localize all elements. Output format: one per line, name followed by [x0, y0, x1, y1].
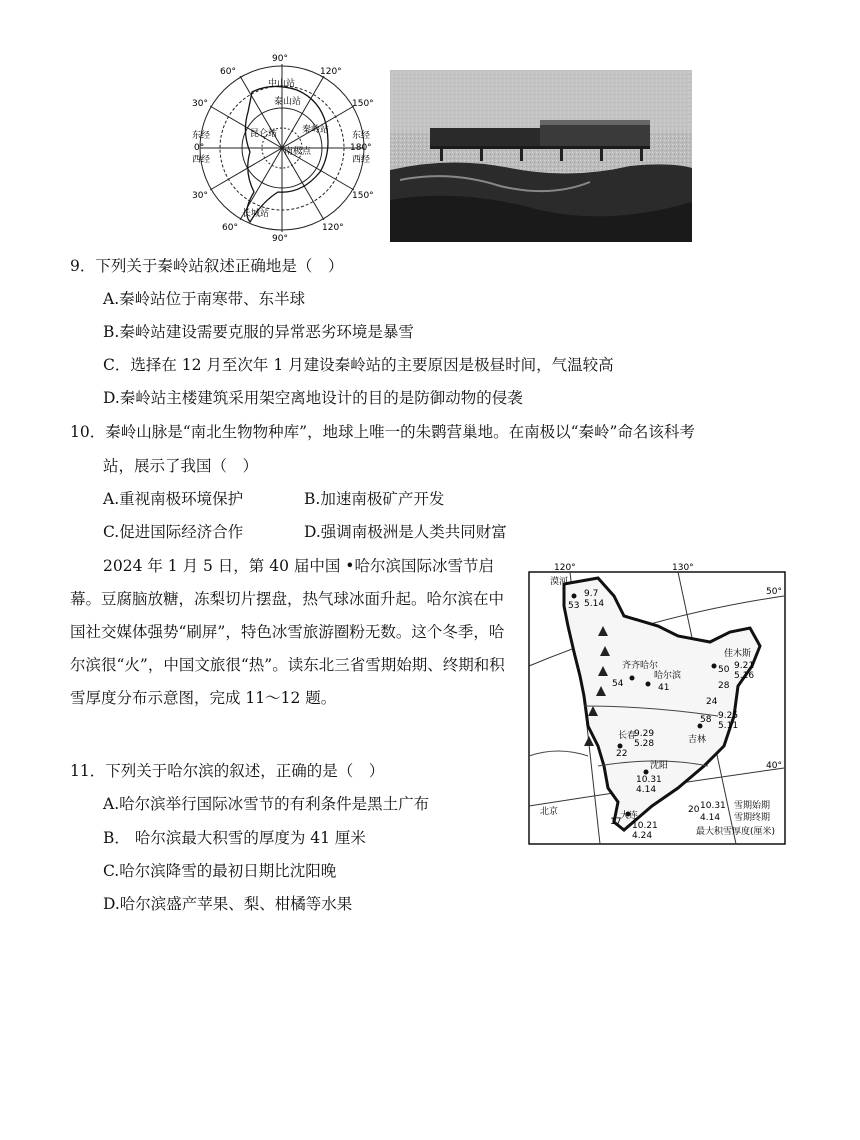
label-180: 180°: [350, 143, 372, 153]
label-60-top: 60°: [220, 67, 236, 77]
date-9-29: 9.29: [634, 729, 655, 739]
legend-end-date: 4.14: [700, 813, 721, 823]
legend-end-label: 雪期终期: [734, 813, 771, 823]
legend-start-date: 10.31: [700, 801, 726, 811]
date-9-25: 9.25: [718, 711, 739, 721]
lon-130: 130°: [672, 563, 694, 573]
label-west-long: 西经: [192, 155, 211, 165]
lat-50: 50°: [766, 587, 782, 597]
date-5-11: 5.11: [718, 721, 739, 731]
legend-depth-label: 最大积雪厚度(厘米): [696, 827, 776, 837]
label-120-bottom: 120°: [322, 223, 344, 233]
value-54: 54: [612, 679, 624, 689]
city-qiqihar: 齐齐哈尔: [622, 661, 659, 671]
value-17: 17: [610, 817, 622, 827]
south-pole-label: 南极点: [284, 147, 312, 157]
city-beijing: 北京: [540, 807, 559, 817]
q9-option-c: C．选择在 12 月至次年 1 月建设秦岭站的主要原因是极昼时间，气温较高: [103, 356, 614, 374]
q11-stem: 11．下列关于哈尔滨的叙述，正确的是（ ）: [70, 762, 385, 780]
legend-start-label: 雪期始期: [734, 801, 771, 811]
lat-40: 40°: [766, 761, 782, 771]
city-jiamusi: 佳木斯: [724, 649, 752, 659]
value-24: 24: [706, 697, 718, 707]
date-10-21: 10.21: [632, 821, 658, 831]
label-30-bottom: 30°: [192, 191, 208, 201]
city-changchun: 长春: [618, 731, 637, 741]
passage-text: 2024 年 1 月 5 日，第 40 届中国 •哈尔滨国际冰雪节启幕。豆腐脑放糖，冻梨切片摆盘，热气球冰面升起。哈尔滨在中国社交媒体强势“刷屏”，特色冰雪旅游圈粉无数。这个冬季，哈尔滨很“火”，中国文旅很“热”。读东北三省雪期始期、终期和积雪厚度分布示意图，完成 11～12 题。: [70, 557, 505, 707]
q10-option-a: A.重视南极环境保护: [103, 490, 244, 508]
q10-stem-line1: 10．秦岭山脉是“南北生物物种库”，地球上唯一的朱鹮营巢地。在南极以“秦岭”命名该科考: [70, 423, 695, 441]
q11-option-a: A.哈尔滨举行国际冰雪节的有利条件是黑土广布: [103, 795, 430, 813]
northeast-snow-map: [528, 556, 786, 846]
date-9-21: 9.21: [734, 661, 755, 671]
label-east-long-right: 东经: [352, 131, 371, 141]
q9-option-b: B.秦岭站建设需要克服的异常恶劣环境是暴雪: [103, 323, 414, 341]
label-90-top: 90°: [272, 54, 288, 64]
label-150-bottom: 150°: [352, 191, 374, 201]
value-41: 41: [658, 683, 670, 693]
label-30-top: 30°: [192, 99, 208, 109]
q10-option-c: C.促进国际经济合作: [103, 523, 244, 541]
date-5-28: 5.28: [634, 739, 655, 749]
label-90-bottom: 90°: [272, 234, 288, 242]
q11-option-b: B． 哈尔滨最大积雪的厚度为 41 厘米: [103, 829, 366, 847]
station-great-wall: 长城站: [242, 209, 270, 219]
station-zhongshan: 中山站: [268, 79, 296, 89]
q9-option-a: A.秦岭站位于南寒带、东半球: [103, 290, 306, 308]
q9-stem: 9．下列关于秦岭站叙述正确地是（ ）: [70, 257, 344, 275]
q11-option-c: C.哈尔滨降雪的最初日期比沈阳晚: [103, 862, 337, 880]
city-shenyang: 沈阳: [650, 761, 669, 771]
antarctic-polar-map: [192, 52, 378, 242]
date-10-31: 10.31: [636, 775, 662, 785]
q10-stem-line2: 站，展示了我国（ ）: [103, 457, 259, 475]
label-west-long-right: 西经: [352, 155, 371, 165]
qinling-station-photo: [390, 70, 692, 242]
label-150-top: 150°: [352, 99, 374, 109]
date-9-7: 9.7: [584, 589, 599, 599]
date-5-14: 5.14: [584, 599, 605, 609]
date-4-24: 4.24: [632, 831, 653, 841]
value-58: 58: [700, 715, 712, 725]
q10-option-d: D.强调南极洲是人类共同财富: [304, 523, 507, 541]
q9-option-d: D.秦岭站主楼建筑采用架空离地设计的目的是防御动物的侵袭: [103, 389, 523, 407]
legend-number: 20: [688, 805, 700, 815]
value-22: 22: [616, 749, 628, 759]
value-53: 53: [568, 601, 580, 611]
label-east-long: 东经: [192, 131, 211, 141]
city-dalian: 大连: [620, 811, 639, 821]
station-kunlun: 昆仑站: [250, 129, 278, 139]
value-50: 50: [718, 665, 730, 675]
label-zero: 0°: [194, 143, 205, 153]
city-jilin: 吉林: [688, 735, 707, 745]
lon-120: 120°: [554, 563, 576, 573]
q10-option-b: B.加速南极矿产开发: [304, 490, 445, 508]
label-60-bottom: 60°: [222, 223, 238, 233]
station-taishan: 泰山站: [274, 97, 302, 107]
date-4-14: 4.14: [636, 785, 657, 795]
city-harbin: 哈尔滨: [654, 671, 682, 681]
label-120-top: 120°: [320, 67, 342, 77]
date-5-16: 5.16: [734, 671, 755, 681]
value-28: 28: [718, 681, 730, 691]
station-qinling: 秦岭站: [302, 125, 330, 135]
q11-option-d: D.哈尔滨盛产苹果、梨、柑橘等水果: [103, 895, 353, 913]
city-mohe: 漠河: [550, 577, 569, 587]
